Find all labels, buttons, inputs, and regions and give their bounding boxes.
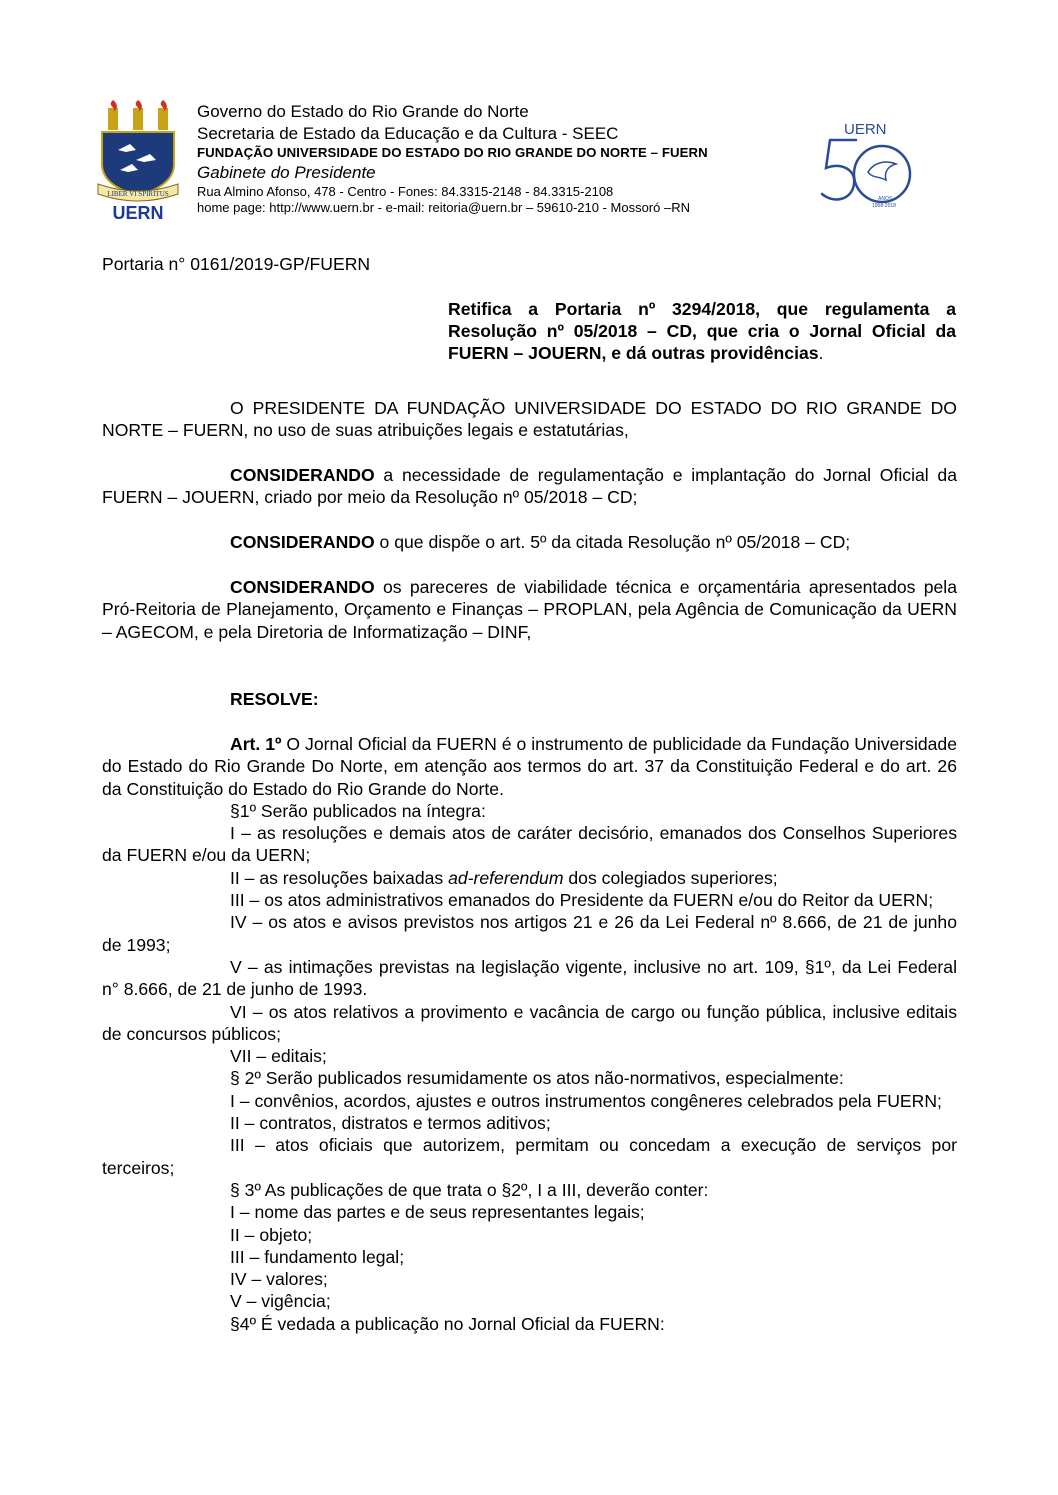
header-office: Gabinete do Presidente [197, 163, 376, 182]
consideration-1-block [102, 464, 957, 509]
header-address: Rua Almino Afonso, 478 - Centro - Fones: 84.3315-2148 - 84.3315-2108 [197, 184, 614, 199]
paragraph-4-heading: §4º É vedada a publicação no Jornal Oficial da FUERN: [230, 1313, 665, 1334]
ementa [448, 298, 956, 364]
consideration-2 [102, 531, 957, 553]
consideration-3-block [102, 576, 957, 643]
paragraph-2-item-ii: II – contratos, distratos e termos aditivos; [230, 1113, 551, 1134]
article-1-caput [102, 733, 957, 800]
paragraph-1-item-ii [102, 867, 957, 889]
uern-crest-logo [96, 98, 180, 222]
logo50-anos: ANOS [878, 196, 893, 202]
header-secretariat: Secretaria de Estado da Educação e da Cultura - SEEC [197, 124, 619, 143]
paragraph-3-heading: § 3º As publicações de que trata o §2º, I a III, deverão conter: [230, 1179, 709, 1200]
consideration-label: CONSIDERANDO [230, 532, 375, 552]
ementa-period: . [818, 343, 824, 363]
consideration-1 [102, 464, 957, 509]
item-ii-italic: ad-referendum [448, 867, 564, 888]
paragraph-3-item-iv: IV – valores; [230, 1269, 328, 1290]
paragraph-1-heading: §1º Serão publicados na íntegra: [230, 800, 486, 821]
article-1-label: Art. 1º [230, 734, 282, 754]
paragraph-1-item-iii: III – os atos administrativos emanados do Presidente da FUERN e/ou do Reitor da UERN; [230, 890, 934, 911]
resolve-heading: RESOLVE: [230, 689, 319, 709]
logo50-years: 1968-2018 [872, 203, 896, 209]
paragraph-2-heading: § 2º Serão publicados resumidamente os atos não-normativos, especialmente: [230, 1068, 844, 1089]
consideration-3 [102, 576, 957, 643]
item-ii-text-b: dos colegiados superiores; [563, 867, 778, 888]
consideration-label: CONSIDERANDO [230, 465, 375, 485]
torches-icon [108, 100, 168, 130]
paragraph-2-item-i: I – convênios, acordos, ajustes e outros instrumentos congêneres celebrados pela FUERN; [230, 1090, 942, 1111]
item-ii-text-a: II – as resoluções baixadas [230, 867, 449, 888]
dove-icon [868, 162, 896, 180]
preamble: O PRESIDENTE DA FUNDAÇÃO UNIVERSIDADE DO ESTADO DO RIO GRANDE DO NORTE – FUERN, no uso de suas atribuições legais e estatutárias, [102, 398, 957, 441]
fifty-5-icon [822, 140, 856, 199]
uern-50-anos-logo [816, 118, 912, 218]
paragraph-3-item-v: V – vigência; [230, 1291, 331, 1312]
paragraph-1-item-vii: VII – editais; [230, 1046, 327, 1067]
crest-name: UERN [112, 203, 164, 222]
header-foundation: FUNDAÇÃO UNIVERSIDADE DO ESTADO DO RIO GRANDE DO NORTE – FUERN [197, 145, 708, 160]
crest-motto: LIBER VI SPIRITUS [107, 190, 169, 198]
preamble-block [102, 397, 957, 442]
paragraph-1-item-i: I – as resoluções e demais atos de caráter decisório, emanados dos Conselhos Superiores da FUERN e/ou da UERN; [102, 823, 957, 866]
resolve-block [102, 688, 957, 710]
consideration-1-text: a necessidade de regulamentação e implantação do Jornal Oficial da FUERN – JOUERN, criado por meio da Resolução nº 05/2018 – CD; [102, 465, 957, 508]
consideration-3-text: os pareceres de viabilidade técnica e orçamentária apresentados pela Pró-Reitoria de Planejamento, Orçamento e Finanças – PROPLAN, pela Agência de Comunicação da UERN – AGECOM, e pela Diretoria de Informatização – DINF, [102, 577, 957, 642]
header-contact: home page: http://www.uern.br - e-mail: reitoria@uern.br – 59610-210 - Mossoró –RN [197, 200, 690, 215]
consideration-2-block [102, 531, 957, 553]
article-1-text: O Jornal Oficial da FUERN é o instrumento de publicidade da Fundação Universidade do Estado do Rio Grande Do Norte, em atenção aos termos do art. 37 da Constituição Federal e do art. 26 da Constituição do Estado do Rio Grande do Norte. [102, 734, 957, 799]
header-government: Governo do Estado do Rio Grande do Norte [197, 102, 529, 121]
logo50-name: UERN [844, 121, 887, 138]
paragraph-3-item-ii: II – objeto; [230, 1224, 313, 1245]
article-1 [102, 733, 957, 1335]
paragraph-1-item-v: V – as intimações previstas na legislação vigente, inclusive no art. 109, §1º, da Lei Federal n° 8.666, de 21 de junho de 1993. [102, 956, 957, 1000]
ementa-text: Retifica a Portaria nº 3294/2018, que regulamenta a Resolução nº 05/2018 – CD, que cria o Jornal Oficial da FUERN – JOUERN, e dá outras providências [448, 299, 956, 363]
paragraph-1-item-vi: VI – os atos relativos a provimento e vacância de cargo ou função pública, inclusive editais de concursos públicos; [102, 1001, 957, 1044]
fifty-0-icon [854, 146, 910, 202]
consideration-label: CONSIDERANDO [230, 577, 375, 597]
portaria-number: Portaria n° 0161/2019-GP/FUERN [102, 254, 371, 274]
consideration-2-text: o que dispõe o art. 5º da citada Resolução nº 05/2018 – CD; [374, 532, 851, 552]
paragraph-3-item-i: I – nome das partes e de seus representantes legais; [230, 1202, 645, 1223]
paragraph-3-item-iii: III – fundamento legal; [230, 1246, 405, 1267]
paragraph-1-item-iv: IV – os atos e avisos previstos nos artigos 21 e 26 da Lei Federal nº 8.666, de 21 de junho de 1993; [102, 912, 957, 955]
shield-icon [102, 132, 174, 196]
paragraph-2-item-iii: III – atos oficiais que autorizem, permitam ou concedam a execução de serviços por terceiros; [102, 1135, 957, 1178]
